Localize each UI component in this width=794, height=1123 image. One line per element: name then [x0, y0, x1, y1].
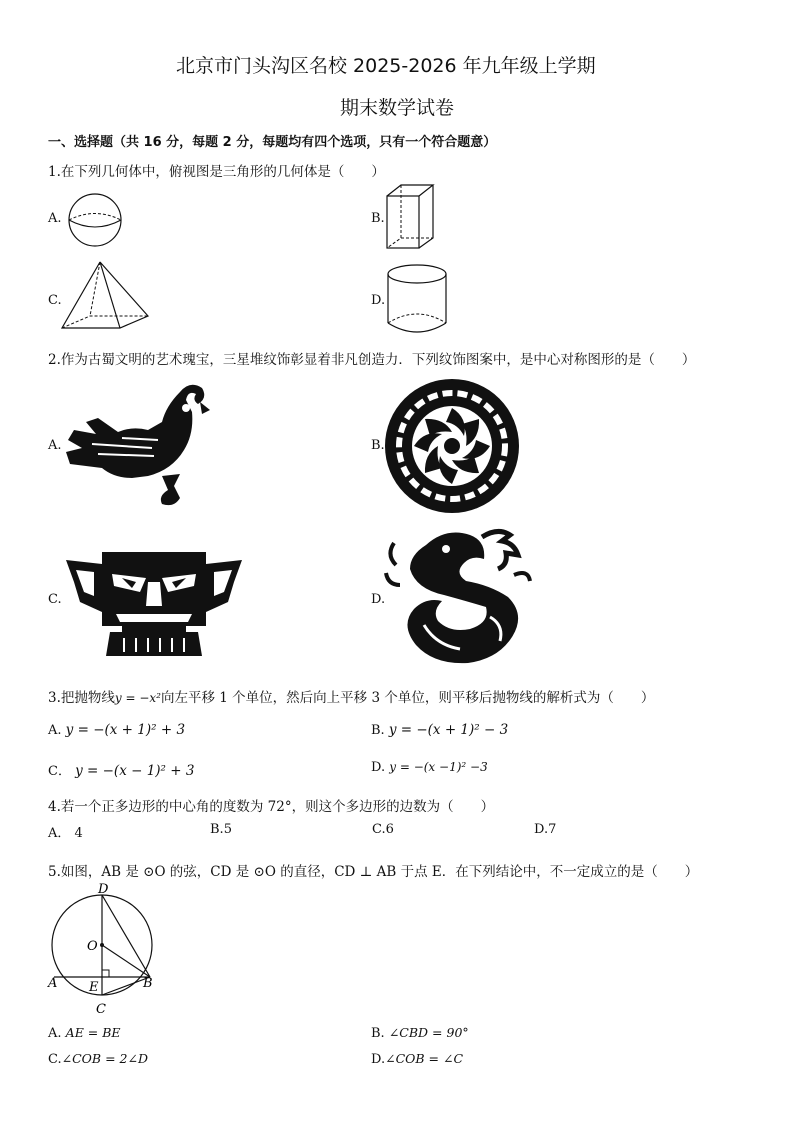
- q1-option-d-label: D.: [371, 293, 386, 308]
- pyramid-icon: [60, 260, 150, 332]
- label-C: C: [96, 1002, 106, 1017]
- q3-option-b-label: B.: [371, 723, 385, 738]
- bronze-mask-pattern-icon: [66, 552, 242, 656]
- q3-option-d: [371, 760, 488, 775]
- q4-option-a: [48, 822, 83, 841]
- q2-option-b-label: B.: [371, 438, 385, 453]
- q3-option-c-label: C．: [48, 764, 71, 779]
- q4-option-d-text: 7: [548, 822, 557, 837]
- q4-option-c: [372, 822, 394, 837]
- q2-option-a-label: A.: [48, 438, 62, 453]
- label-D: D: [98, 882, 109, 897]
- label-A: A: [48, 976, 58, 991]
- exam-subtitle: 期末数学试卷: [340, 97, 455, 119]
- question-2-stem: 2.作为古蜀文明的艺术瑰宝，三星堆纹饰彰显着非凡创造力．下列纹饰图案中，是中心对称图形的是（ ）: [48, 352, 696, 368]
- exam-title: 北京市门头沟区名校 2025-2026 年九年级上学期: [176, 55, 596, 77]
- q3-option-b-text: y = −(x + 1)² − 3: [388, 722, 509, 738]
- q1-option-a-label: A.: [48, 211, 62, 226]
- q5-option-d-label: D.: [371, 1052, 386, 1067]
- q5-option-c: [48, 1051, 148, 1067]
- q5-option-a-text: AE = BE: [65, 1025, 121, 1040]
- q5-option-d: [371, 1051, 463, 1067]
- q1-option-c-label: C.: [48, 293, 62, 308]
- q5-option-c-text: ∠COB = 2∠D: [61, 1051, 148, 1066]
- label-B: B: [143, 976, 153, 991]
- q4-option-c-text: 6: [385, 822, 394, 837]
- rectangular-prism-icon: [384, 182, 436, 252]
- q5-option-b-label: B.: [371, 1026, 385, 1041]
- q5-option-b: [371, 1025, 469, 1041]
- q2-option-d-label: D.: [371, 592, 386, 607]
- question-4-stem: 4.若一个正多边形的中心角的度数为 72°，则这个多边形的边数为（ ）: [48, 799, 495, 815]
- question-1-stem: 1.在下列几何体中，俯视图是三角形的几何体是（ ）: [48, 164, 385, 180]
- cylinder-icon: [386, 263, 448, 335]
- question-3-formula: y = −x²: [114, 691, 161, 705]
- question-3-stem-pre: 3.把抛物线: [48, 690, 115, 706]
- q4-option-b: [210, 822, 232, 837]
- dragon-pattern-icon: [386, 525, 532, 665]
- q3-option-a: [48, 722, 185, 738]
- q3-option-c-text: y = −(x − 1)² + 3: [75, 763, 195, 779]
- q3-option-b: [371, 722, 508, 738]
- label-E: E: [89, 980, 99, 995]
- section-heading: 一、选择题（共 16 分，每题 2 分，每题均有四个选项，只有一个符合题意）: [48, 135, 497, 150]
- q4-option-a-label: A．: [48, 826, 71, 841]
- label-O: O: [87, 939, 98, 954]
- sphere-icon: [60, 192, 130, 252]
- q4-option-d-label: D.: [534, 822, 549, 837]
- q5-option-a: [48, 1025, 121, 1041]
- q3-option-d-text: y = −(x −1)² −3: [389, 760, 488, 774]
- q5-option-d-text: ∠COB = ∠C: [385, 1051, 464, 1066]
- question-3-stem: [48, 686, 654, 706]
- q5-option-a-label: A.: [48, 1026, 62, 1041]
- q3-option-c: [48, 760, 194, 779]
- q5-option-c-label: C.: [48, 1052, 62, 1067]
- question-3-stem-post: 向左平移 1 个单位，然后向上平移 3 个单位，则平移后抛物线的解析式为（ ）: [161, 690, 655, 706]
- q4-option-c-label: C.: [372, 822, 386, 837]
- bird-pattern-icon: [62, 378, 212, 510]
- q4-option-d: [534, 822, 556, 837]
- q4-option-a-text: 4: [74, 826, 83, 841]
- q4-option-b-label: B.: [210, 822, 224, 837]
- q3-option-d-label: D.: [371, 760, 386, 775]
- q3-option-a-text: y = −(x + 1)² + 3: [65, 722, 186, 738]
- q1-option-b-label: B.: [371, 211, 385, 226]
- circle-geometry-figure: [44, 884, 164, 1018]
- q5-option-b-text: ∠CBD = 90°: [388, 1025, 469, 1040]
- q2-option-c-label: C.: [48, 592, 62, 607]
- q4-option-b-text: 5: [223, 822, 232, 837]
- question-5-stem: 5.如图，AB 是 ⊙O 的弦，CD 是 ⊙O 的直径，CD ⊥ AB 于点 E．在下列结论中，不一定成立的是（ ）: [48, 864, 699, 880]
- q3-option-a-label: A.: [48, 723, 62, 738]
- swirl-disc-pattern-icon: [384, 378, 520, 514]
